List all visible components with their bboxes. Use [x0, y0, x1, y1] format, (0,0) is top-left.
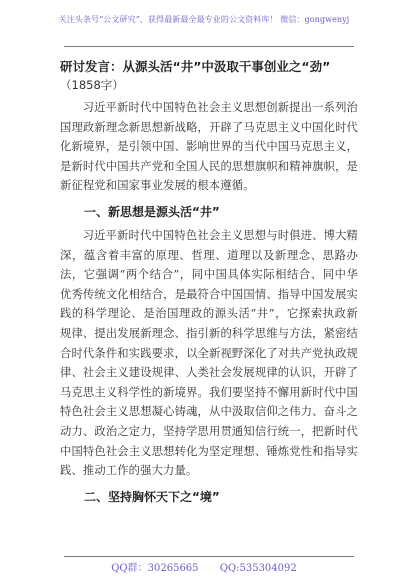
- footer-qq-group: QQ群：30265665: [111, 563, 199, 574]
- section-heading-1: 一、新思想是源头活“井”: [84, 204, 220, 219]
- header-divider: [64, 46, 354, 47]
- document-title: 研讨发言：从源头活“井”中汲取干事创业之“劲”: [60, 59, 331, 74]
- intro-paragraph: 习近平新时代中国特色社会主义思想创新提出一系列治国理政新理念新思想新战略，开辟了马克思主义中国化时代化新境界，是引领中国、影响世界的当代中国马克思主义，是新时代中国共产党和全国人民的思想旗帜和精神旗帜，是新征程党和国家事业发展的根本遵循。: [60, 101, 358, 193]
- section-heading-2: 二、坚持胸怀天下之“境”: [84, 489, 220, 504]
- footer-contact: [0, 559, 408, 574]
- section-1-paragraph: 习近平新时代中国特色社会主义思想与时俱进、博大精深，蕴含着丰富的原理、哲理、道理以及新理念、思路办法，它强调“两个结合”，同中国具体实际相结合、同中华优秀传统文化相结合，是最符合中国国情、指导中国发展实践的科学理论、是治国理政的源头活“井”，它探索执政新规律、提出发展新理念、指引新的科学思维与方法，紧密结合时代条件和实践要求，以全新视野深化了对共产党执政规律、社会主义建设规律、人类社会发展规律的认识，开辟了马克思主义科学性的新境界。我们要坚持不懈用新时代中国特色社会主义思想凝心铸魂，从中汲取信仰之伟力、奋斗之动力、政治之定力，坚持学思用贯通知信行统一，把新时代中国特色社会主义思想转化为坚定理想、锤炼党性和指导实践、推动工作的强大力量。: [60, 228, 358, 478]
- word-count: （1858字）: [60, 78, 124, 92]
- header-banner: 关注头条号“公文研究”，获得最新最全最专业的公文资料库！ 微信：gongwenyj: [58, 15, 350, 24]
- footer-qq: QQ:535304092: [219, 563, 297, 574]
- footer-divider: [64, 556, 354, 557]
- document-body: [60, 58, 358, 511]
